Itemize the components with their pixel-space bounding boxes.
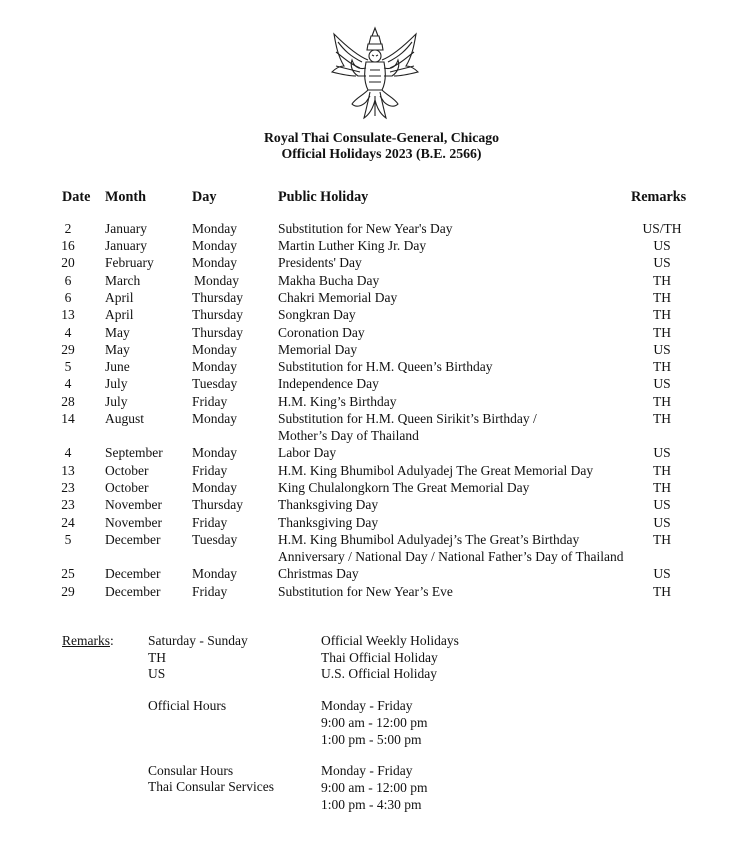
holiday-date: 24 bbox=[61, 515, 75, 530]
holiday-date: 6 bbox=[64, 290, 72, 305]
table-row bbox=[0, 584, 731, 601]
remarks-label: Remarks bbox=[62, 633, 110, 648]
holiday-remark: TH bbox=[653, 359, 671, 374]
holiday-weekday: Thursday bbox=[192, 290, 243, 305]
holiday-month: February bbox=[105, 255, 154, 270]
table-row bbox=[0, 515, 731, 532]
holiday-date: 13 bbox=[61, 463, 75, 478]
holiday-weekday: Tuesday bbox=[192, 376, 238, 391]
holiday-month: July bbox=[105, 394, 128, 409]
holiday-name: Martin Luther King Jr. Day bbox=[278, 238, 427, 253]
holiday-remark: TH bbox=[653, 290, 671, 305]
holiday-month: March bbox=[105, 273, 141, 288]
holiday-remark: TH bbox=[653, 325, 671, 340]
table-row bbox=[0, 480, 731, 497]
holiday-name: King Chulalongkorn The Great Memorial Day bbox=[278, 480, 530, 495]
table-row bbox=[0, 255, 731, 272]
holiday-date: 4 bbox=[64, 445, 72, 460]
holiday-month: August bbox=[105, 411, 145, 426]
holiday-name: H.M. King Bhumibol Adulyadej’s The Great’s Birthday bbox=[278, 532, 580, 547]
holiday-weekday: Friday bbox=[192, 584, 228, 599]
holiday-name: Songkran Day bbox=[278, 307, 356, 322]
holiday-remark: TH bbox=[653, 307, 671, 322]
holiday-month: September bbox=[105, 445, 163, 460]
holiday-name: Chakri Memorial Day bbox=[278, 290, 398, 305]
holiday-weekday: Thursday bbox=[192, 325, 243, 340]
holiday-remark: US bbox=[653, 566, 671, 581]
holiday-month: April bbox=[105, 290, 134, 305]
legend-value: Thai Official Holiday bbox=[321, 650, 438, 665]
holiday-weekday: Monday bbox=[192, 411, 237, 426]
holiday-name: Christmas Day bbox=[278, 566, 359, 581]
holiday-date: 2 bbox=[64, 221, 72, 236]
holiday-weekday: Monday bbox=[192, 221, 237, 236]
col-header-date: Date bbox=[62, 189, 91, 205]
table-row bbox=[0, 411, 731, 428]
holiday-date: 6 bbox=[64, 273, 72, 288]
table-row bbox=[0, 463, 731, 480]
legend-key: TH bbox=[148, 650, 166, 665]
holiday-remark: US/TH bbox=[642, 221, 682, 236]
holiday-date: 25 bbox=[61, 566, 75, 581]
holiday-date: 23 bbox=[61, 480, 75, 495]
holiday-weekday: Monday bbox=[192, 342, 237, 357]
holiday-name: Thanksgiving Day bbox=[278, 515, 379, 530]
consular-hours-days: Monday - Friday bbox=[321, 763, 413, 778]
holiday-date: 5 bbox=[64, 532, 72, 547]
holiday-date: 28 bbox=[61, 394, 75, 409]
holiday-name: Substitution for H.M. Queen Sirikit’s Birthday / bbox=[278, 411, 537, 426]
consular-hours-label2: Thai Consular Services bbox=[148, 779, 274, 794]
holiday-name: Substitution for H.M. Queen’s Birthday bbox=[278, 359, 493, 374]
holiday-month: May bbox=[105, 325, 130, 340]
holiday-remark: TH bbox=[653, 532, 671, 547]
holiday-remark: US bbox=[653, 376, 671, 391]
holiday-weekday: Tuesday bbox=[192, 532, 238, 547]
holiday-month: May bbox=[105, 342, 130, 357]
holiday-name: Substitution for New Year's Day bbox=[278, 221, 453, 236]
holiday-name: Presidents' Day bbox=[278, 255, 362, 270]
table-row bbox=[0, 273, 731, 290]
holiday-weekday: Monday bbox=[194, 273, 239, 288]
holiday-name: Labor Day bbox=[278, 445, 337, 460]
table-row bbox=[0, 445, 731, 462]
holiday-name: Substitution for New Year’s Eve bbox=[278, 584, 453, 599]
holiday-month: November bbox=[105, 515, 162, 530]
holiday-date: 29 bbox=[61, 584, 75, 599]
remarks-colon: : bbox=[110, 633, 114, 648]
table-row-continuation bbox=[0, 549, 731, 566]
table-row bbox=[0, 342, 731, 359]
holiday-name: Independence Day bbox=[278, 376, 379, 391]
consular-hours-label: Consular Hours bbox=[148, 763, 234, 778]
holiday-date: 13 bbox=[61, 307, 75, 322]
holiday-name: H.M. King Bhumibol Adulyadej The Great Memorial Day bbox=[278, 463, 594, 478]
holiday-weekday: Monday bbox=[192, 359, 237, 374]
legend-key: US bbox=[148, 666, 166, 681]
holiday-name: Coronation Day bbox=[278, 325, 365, 340]
official-hours-label: Official Hours bbox=[148, 698, 227, 713]
holiday-weekday: Monday bbox=[192, 480, 237, 495]
holiday-weekday: Friday bbox=[192, 515, 228, 530]
holiday-month: April bbox=[105, 307, 134, 322]
table-row bbox=[0, 238, 731, 255]
holiday-weekday: Thursday bbox=[192, 307, 243, 322]
table-row bbox=[0, 290, 731, 307]
holiday-date: 23 bbox=[61, 497, 75, 512]
holiday-remark: US bbox=[653, 342, 671, 357]
remarks-heading bbox=[62, 633, 114, 649]
holiday-name: Makha Bucha Day bbox=[278, 273, 380, 288]
holiday-remark: US bbox=[653, 445, 671, 460]
official-hours-days: Monday - Friday bbox=[321, 698, 413, 713]
holiday-remark: US bbox=[653, 497, 671, 512]
holiday-weekday: Friday bbox=[192, 394, 228, 409]
consular-hours-morning: 9:00 am - 12:00 pm bbox=[321, 780, 428, 795]
legend-key: Saturday - Sunday bbox=[148, 633, 248, 648]
holiday-remark: TH bbox=[653, 273, 671, 288]
holiday-name: Thanksgiving Day bbox=[278, 497, 379, 512]
holiday-weekday: Friday bbox=[192, 463, 228, 478]
holiday-name-line2: Anniversary / National Day / National Father’s Day of Thailand bbox=[278, 549, 624, 564]
holiday-month: November bbox=[105, 497, 162, 512]
holiday-month: October bbox=[105, 463, 149, 478]
consular-hours-afternoon: 1:00 pm - 4:30 pm bbox=[321, 797, 422, 812]
holiday-month: October bbox=[105, 480, 149, 495]
garuda-emblem-icon bbox=[328, 26, 422, 122]
holiday-month: June bbox=[105, 359, 130, 374]
col-header-month: Month bbox=[105, 189, 146, 205]
col-header-day: Day bbox=[192, 189, 217, 205]
table-row bbox=[0, 497, 731, 514]
holiday-remark: US bbox=[653, 255, 671, 270]
holiday-name: Memorial Day bbox=[278, 342, 358, 357]
holiday-date: 14 bbox=[61, 411, 75, 426]
holiday-month: January bbox=[105, 238, 147, 253]
legend-value: U.S. Official Holiday bbox=[321, 666, 437, 681]
holiday-name: H.M. King’s Birthday bbox=[278, 394, 397, 409]
holiday-date: 4 bbox=[64, 376, 72, 391]
holiday-remark: TH bbox=[653, 584, 671, 599]
holiday-remark: TH bbox=[653, 411, 671, 426]
table-row bbox=[0, 394, 731, 411]
holiday-month: July bbox=[105, 376, 128, 391]
holiday-weekday: Monday bbox=[192, 566, 237, 581]
holiday-remark: TH bbox=[653, 480, 671, 495]
holiday-month: December bbox=[105, 566, 161, 581]
official-hours-afternoon: 1:00 pm - 5:00 pm bbox=[321, 732, 422, 747]
holiday-date: 20 bbox=[61, 255, 75, 270]
table-row bbox=[0, 325, 731, 342]
holiday-weekday: Monday bbox=[192, 238, 237, 253]
document-subtitle: Official Holidays 2023 (B.E. 2566) bbox=[281, 146, 482, 161]
document-title: Royal Thai Consulate-General, Chicago bbox=[263, 130, 500, 145]
holiday-remark: US bbox=[653, 515, 671, 530]
holiday-weekday: Thursday bbox=[192, 497, 243, 512]
col-header-holiday: Public Holiday bbox=[278, 189, 369, 205]
holiday-date: 4 bbox=[64, 325, 72, 340]
table-row bbox=[0, 359, 731, 376]
table-row bbox=[0, 376, 731, 393]
holiday-date: 5 bbox=[64, 359, 72, 374]
holiday-remark: TH bbox=[653, 463, 671, 478]
holiday-month: January bbox=[105, 221, 147, 236]
holiday-remark: US bbox=[653, 238, 671, 253]
col-header-remarks: Remarks bbox=[631, 189, 687, 205]
table-row bbox=[0, 566, 731, 583]
table-row bbox=[0, 532, 731, 549]
table-row bbox=[0, 221, 731, 238]
holiday-month: December bbox=[105, 584, 161, 599]
holiday-weekday: Monday bbox=[192, 445, 237, 460]
table-row-continuation bbox=[0, 428, 731, 445]
table-row bbox=[0, 307, 731, 324]
legend-value: Official Weekly Holidays bbox=[321, 633, 459, 648]
holiday-date: 16 bbox=[61, 238, 75, 253]
holiday-weekday: Monday bbox=[192, 255, 237, 270]
holiday-name-line2: Mother’s Day of Thailand bbox=[278, 428, 419, 443]
holiday-date: 29 bbox=[61, 342, 75, 357]
official-hours-morning: 9:00 am - 12:00 pm bbox=[321, 715, 428, 730]
holiday-month: December bbox=[105, 532, 161, 547]
holiday-remark: TH bbox=[653, 394, 671, 409]
